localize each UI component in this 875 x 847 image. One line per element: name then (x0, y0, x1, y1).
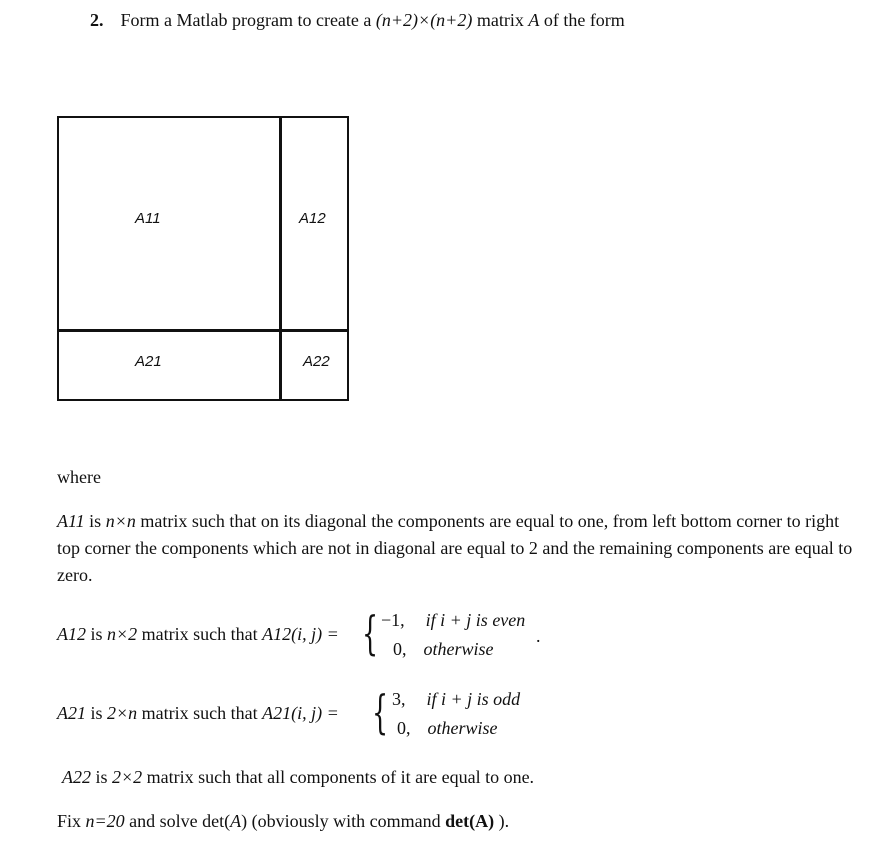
final-text-2: and solve det( (124, 811, 231, 831)
a12-size: n×2 (107, 624, 138, 644)
a22-size: 2×2 (112, 767, 143, 787)
block-a21 (57, 329, 282, 401)
a22-text-2: matrix such that all components of it are equal to one. (142, 767, 535, 787)
a12-brace: { (362, 606, 379, 660)
question-dims: (n+2)×(n+2) (375, 10, 473, 30)
a12-description (57, 624, 339, 645)
a11-description (57, 508, 862, 589)
a22-label: A22 (62, 767, 91, 787)
a21-case2-cond: otherwise (427, 718, 498, 738)
final-matrix: A (230, 811, 242, 831)
question-number: 2. (90, 10, 104, 30)
a12-case-1 (381, 610, 525, 631)
a12-func: A12(i, j) = (262, 624, 339, 644)
block-a11-label: A11 (135, 210, 161, 227)
block-a11 (57, 116, 282, 332)
a11-label: A11 (57, 511, 85, 531)
a12-case2-cond: otherwise (423, 639, 494, 659)
question-matrix-word: matrix (476, 10, 524, 30)
block-a22-label: A22 (303, 353, 330, 370)
a11-text-2: matrix such that on its diagonal the components are equal to one, from left bottom corner to right top corner the components which are not in diagonal are equal to 2 and the remaining components are equal to zero. (57, 511, 853, 585)
question-intro: Form a Matlab program to create a (120, 10, 372, 30)
question-tail: of the form (543, 10, 625, 30)
a12-case1-cond: if i + j is even (425, 610, 526, 630)
a22-description (62, 767, 534, 788)
question-heading (90, 10, 625, 31)
final-command: det(A) (445, 811, 495, 831)
a21-case1-value: 3, (392, 689, 406, 709)
question-matrix-name: A (528, 10, 540, 30)
where-label: where (57, 467, 101, 487)
a21-brace: { (372, 685, 389, 739)
a21-description (57, 703, 339, 724)
a21-label: A21 (57, 703, 86, 723)
a12-case-2 (393, 639, 494, 660)
a21-case2-value: 0, (397, 718, 411, 738)
block-a21-label: A21 (135, 353, 162, 370)
a21-case1-cond: if i + j is odd (426, 689, 521, 709)
a21-case-1 (392, 689, 520, 710)
a22-text-1: is (91, 767, 113, 787)
block-a12-label: A12 (299, 210, 326, 227)
final-text-1: Fix (57, 811, 86, 831)
a12-text-1: is (86, 624, 108, 644)
a21-func: A21(i, j) = (262, 703, 339, 723)
a21-text-2: matrix such that (137, 703, 263, 723)
a11-text-1: is (84, 511, 106, 531)
a12-end-punct: . (536, 626, 541, 646)
a11-size: n×n (105, 511, 136, 531)
final-instruction (57, 811, 509, 832)
a12-label: A12 (57, 624, 86, 644)
a12-case2-value: 0, (393, 639, 407, 659)
final-n-assign: n=20 (85, 811, 125, 831)
block-matrix-diagram (57, 116, 349, 401)
a21-case-2 (397, 718, 498, 739)
a12-text-2: matrix such that (137, 624, 263, 644)
a21-text-1: is (86, 703, 108, 723)
final-text-4: ). (494, 811, 510, 831)
block-a12 (279, 116, 349, 332)
block-a22 (279, 329, 349, 401)
final-text-3: ) (obviously with command (241, 811, 446, 831)
a12-case1-value: −1, (381, 610, 405, 630)
a21-size: 2×n (107, 703, 138, 723)
